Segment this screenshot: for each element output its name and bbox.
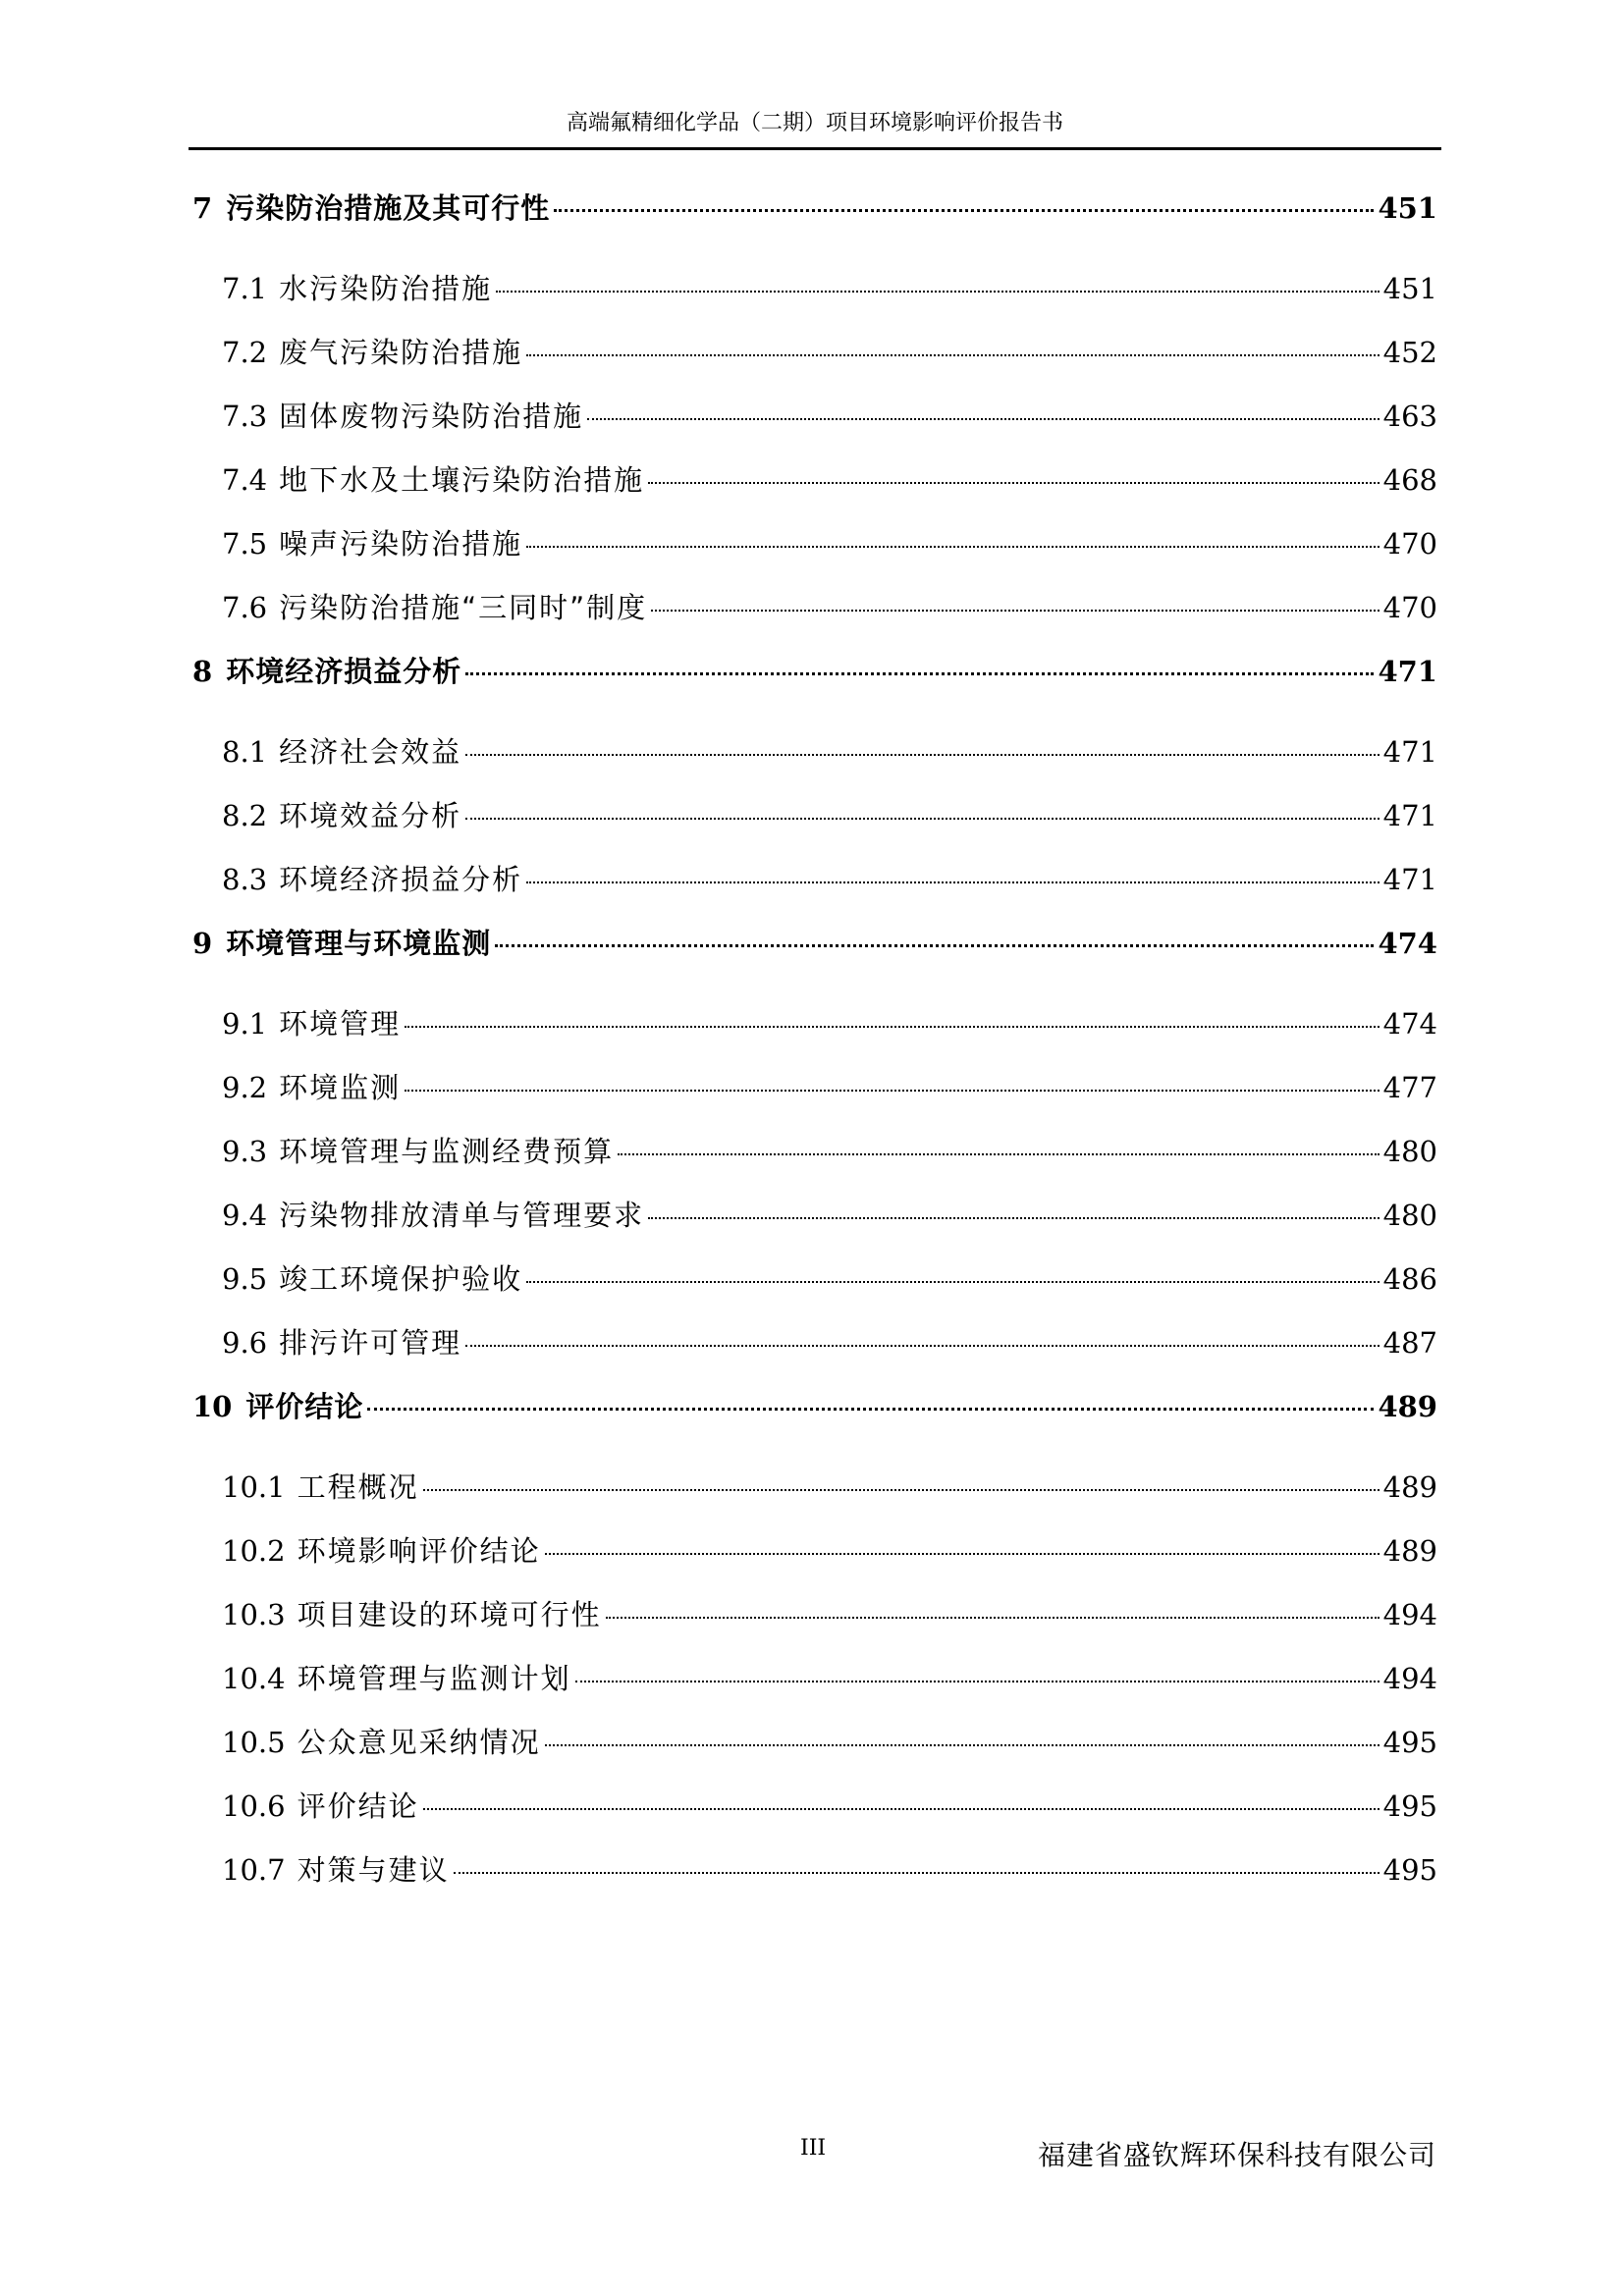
toc-entry-title: 噪声污染防治措施 (279, 527, 523, 561)
toc-dot-leader (587, 418, 1380, 420)
toc-section-entry[interactable] (192, 458, 1437, 522)
toc-dot-leader (554, 209, 1374, 212)
toc-chapter-entry[interactable] (192, 1385, 1437, 1466)
toc-entry-number: 9.5 (222, 1262, 268, 1296)
toc-entry-title: 污染防治措施“三同时”制度 (279, 591, 648, 624)
footer-page-number: III (800, 2136, 827, 2161)
toc-entry-title: 公众意见采纳情况 (297, 1726, 541, 1759)
toc-entry-page: 489 (1382, 1534, 1437, 1568)
toc-entry-page: 452 (1382, 336, 1437, 369)
toc-entry-number: 10.3 (222, 1598, 286, 1631)
toc-entry-page: 494 (1382, 1662, 1437, 1695)
toc-entry-title: 固体废物污染防治措施 (279, 400, 584, 433)
toc-entry-title: 地下水及土壤污染防治措施 (279, 463, 645, 497)
toc-entry-number: 10 (192, 1390, 233, 1423)
toc-dot-leader (465, 672, 1374, 675)
toc-dot-leader (423, 1489, 1380, 1491)
toc-section-entry[interactable] (192, 267, 1437, 331)
toc-dot-leader (526, 354, 1380, 356)
toc-entry-page: 471 (1378, 655, 1437, 688)
toc-entry-page: 477 (1382, 1071, 1437, 1104)
toc-entry-title: 环境经济损益分析 (226, 655, 462, 688)
toc-entry-page: 495 (1382, 1853, 1437, 1887)
toc-entry-page: 486 (1382, 1262, 1437, 1296)
toc-section-entry[interactable] (192, 730, 1437, 794)
toc-section-entry[interactable] (192, 858, 1437, 922)
toc-section-entry[interactable] (192, 331, 1437, 395)
toc-entry-number: 10.1 (222, 1470, 286, 1504)
toc-entry-page: 471 (1382, 735, 1437, 769)
toc-entry-title: 项目建设的环境可行性 (297, 1598, 602, 1631)
toc-entry-page: 451 (1378, 191, 1437, 225)
toc-dot-leader (496, 291, 1380, 293)
toc-entry-page: 489 (1378, 1390, 1437, 1423)
toc-dot-leader (526, 1281, 1380, 1283)
toc-dot-leader (454, 1872, 1380, 1874)
toc-section-entry[interactable] (192, 1130, 1437, 1194)
toc-entry-page: 470 (1382, 527, 1437, 561)
toc-entry-title: 竣工环境保护验收 (279, 1262, 523, 1296)
toc-entry-number: 7.2 (222, 336, 268, 369)
toc-entry-number: 8.1 (222, 735, 268, 769)
toc-dot-leader (423, 1808, 1380, 1810)
toc-dot-leader (606, 1617, 1380, 1619)
toc-entry-page: 494 (1382, 1598, 1437, 1631)
toc-dot-leader (465, 1345, 1380, 1347)
toc-section-entry[interactable] (192, 1848, 1437, 1912)
toc-section-entry[interactable] (192, 1721, 1437, 1785)
toc-entry-page: 495 (1382, 1726, 1437, 1759)
toc-entry-number: 10.7 (222, 1853, 286, 1887)
toc-entry-page: 471 (1382, 863, 1437, 896)
toc-entry-title: 排污许可管理 (279, 1326, 462, 1360)
toc-chapter-entry[interactable] (192, 922, 1437, 1002)
toc-entry-number: 10.2 (222, 1534, 286, 1568)
toc-section-entry[interactable] (192, 1466, 1437, 1529)
toc-dot-leader (367, 1408, 1374, 1411)
toc-section-entry[interactable] (192, 395, 1437, 458)
toc-entry-number: 10.5 (222, 1726, 286, 1759)
toc-entry-title: 评价结论 (297, 1789, 419, 1823)
toc-entry-page: 495 (1382, 1789, 1437, 1823)
toc-entry-page: 487 (1382, 1326, 1437, 1360)
toc-dot-leader (465, 818, 1380, 820)
toc-entry-number: 7.1 (222, 272, 268, 305)
toc-entry-number: 7.4 (222, 463, 268, 497)
toc-section-entry[interactable] (192, 1529, 1437, 1593)
toc-dot-leader (618, 1153, 1380, 1155)
toc-entry-title: 污染物排放清单与管理要求 (279, 1199, 645, 1232)
toc-entry-number: 9.3 (222, 1135, 268, 1168)
toc-entry-title: 经济社会效益 (279, 735, 462, 769)
toc-entry-title: 环境监测 (279, 1071, 402, 1104)
toc-entry-page: 468 (1382, 463, 1437, 497)
toc-entry-page: 489 (1382, 1470, 1437, 1504)
toc-entry-number: 9.6 (222, 1326, 268, 1360)
toc-entry-number: 10.6 (222, 1789, 286, 1823)
toc-entry-title: 环境管理与监测计划 (297, 1662, 571, 1695)
toc-section-entry[interactable] (192, 1257, 1437, 1321)
toc-entry-number: 7 (192, 191, 213, 225)
toc-dot-leader (545, 1553, 1380, 1555)
footer-company-name: 福建省盛钦辉环保科技有限公司 (1037, 2139, 1436, 2171)
toc-entry-title: 废气污染防治措施 (279, 336, 523, 369)
toc-entry-title: 环境影响评价结论 (297, 1534, 541, 1568)
toc-entry-title: 工程概况 (297, 1470, 419, 1504)
toc-entry-page: 480 (1382, 1199, 1437, 1232)
toc-entry-page: 474 (1378, 927, 1437, 960)
toc-entry-number: 8 (192, 655, 213, 688)
toc-entry-page: 480 (1382, 1135, 1437, 1168)
toc-dot-leader (575, 1681, 1380, 1682)
toc-entry-title: 环境管理与环境监测 (226, 927, 492, 960)
toc-section-entry[interactable] (192, 1785, 1437, 1848)
toc-dot-leader (465, 754, 1380, 756)
toc-dot-leader (526, 881, 1380, 883)
toc-section-entry[interactable] (192, 1321, 1437, 1385)
toc-section-entry[interactable] (192, 1593, 1437, 1657)
toc-entry-title: 环境管理与监测经费预算 (279, 1135, 615, 1168)
toc-dot-leader (405, 1026, 1380, 1028)
toc-entry-number: 9 (192, 927, 213, 960)
toc-dot-leader (651, 610, 1379, 612)
toc-entry-number: 10.4 (222, 1662, 286, 1695)
toc-entry-page: 451 (1382, 272, 1437, 305)
toc-entry-number: 7.6 (222, 591, 268, 624)
toc-entry-page: 470 (1382, 591, 1437, 624)
toc-entry-title: 对策与建议 (297, 1853, 450, 1887)
toc-section-entry[interactable] (192, 794, 1437, 858)
toc-dot-leader (648, 482, 1380, 484)
page-header-title: 高端氟精细化学品（二期）项目环境影响评价报告书 (566, 111, 1063, 135)
toc-dot-leader (526, 546, 1380, 548)
toc-entry-number: 8.2 (222, 799, 268, 832)
toc-entry-title: 环境管理 (279, 1007, 402, 1041)
toc-section-entry[interactable] (192, 1657, 1437, 1721)
toc-chapter-entry[interactable] (192, 650, 1437, 730)
toc-chapter-entry[interactable] (192, 187, 1437, 267)
toc-entry-number: 9.2 (222, 1071, 268, 1104)
toc-dot-leader (405, 1090, 1380, 1092)
toc-entry-number: 8.3 (222, 863, 268, 896)
toc-entry-title: 水污染防治措施 (279, 272, 493, 305)
toc-entry-title: 环境经济损益分析 (279, 863, 523, 896)
header-rule (189, 147, 1441, 150)
toc-section-entry[interactable] (192, 1194, 1437, 1257)
toc-entry-number: 7.3 (222, 400, 268, 433)
toc-dot-leader (648, 1217, 1380, 1219)
toc-entry-number: 9.4 (222, 1199, 268, 1232)
toc-entry-page: 471 (1382, 799, 1437, 832)
toc-section-entry[interactable] (192, 1066, 1437, 1130)
table-of-contents (192, 187, 1437, 1912)
toc-section-entry[interactable] (192, 586, 1437, 650)
toc-entry-number: 7.5 (222, 527, 268, 561)
toc-section-entry[interactable] (192, 522, 1437, 586)
toc-dot-leader (545, 1744, 1380, 1746)
toc-entry-title: 环境效益分析 (279, 799, 462, 832)
toc-entry-title: 评价结论 (245, 1390, 364, 1423)
toc-entry-title: 污染防治措施及其可行性 (226, 191, 551, 225)
toc-dot-leader (495, 944, 1374, 947)
toc-section-entry[interactable] (192, 1002, 1437, 1066)
toc-entry-page: 463 (1382, 400, 1437, 433)
toc-entry-page: 474 (1382, 1007, 1437, 1041)
toc-entry-number: 9.1 (222, 1007, 268, 1041)
